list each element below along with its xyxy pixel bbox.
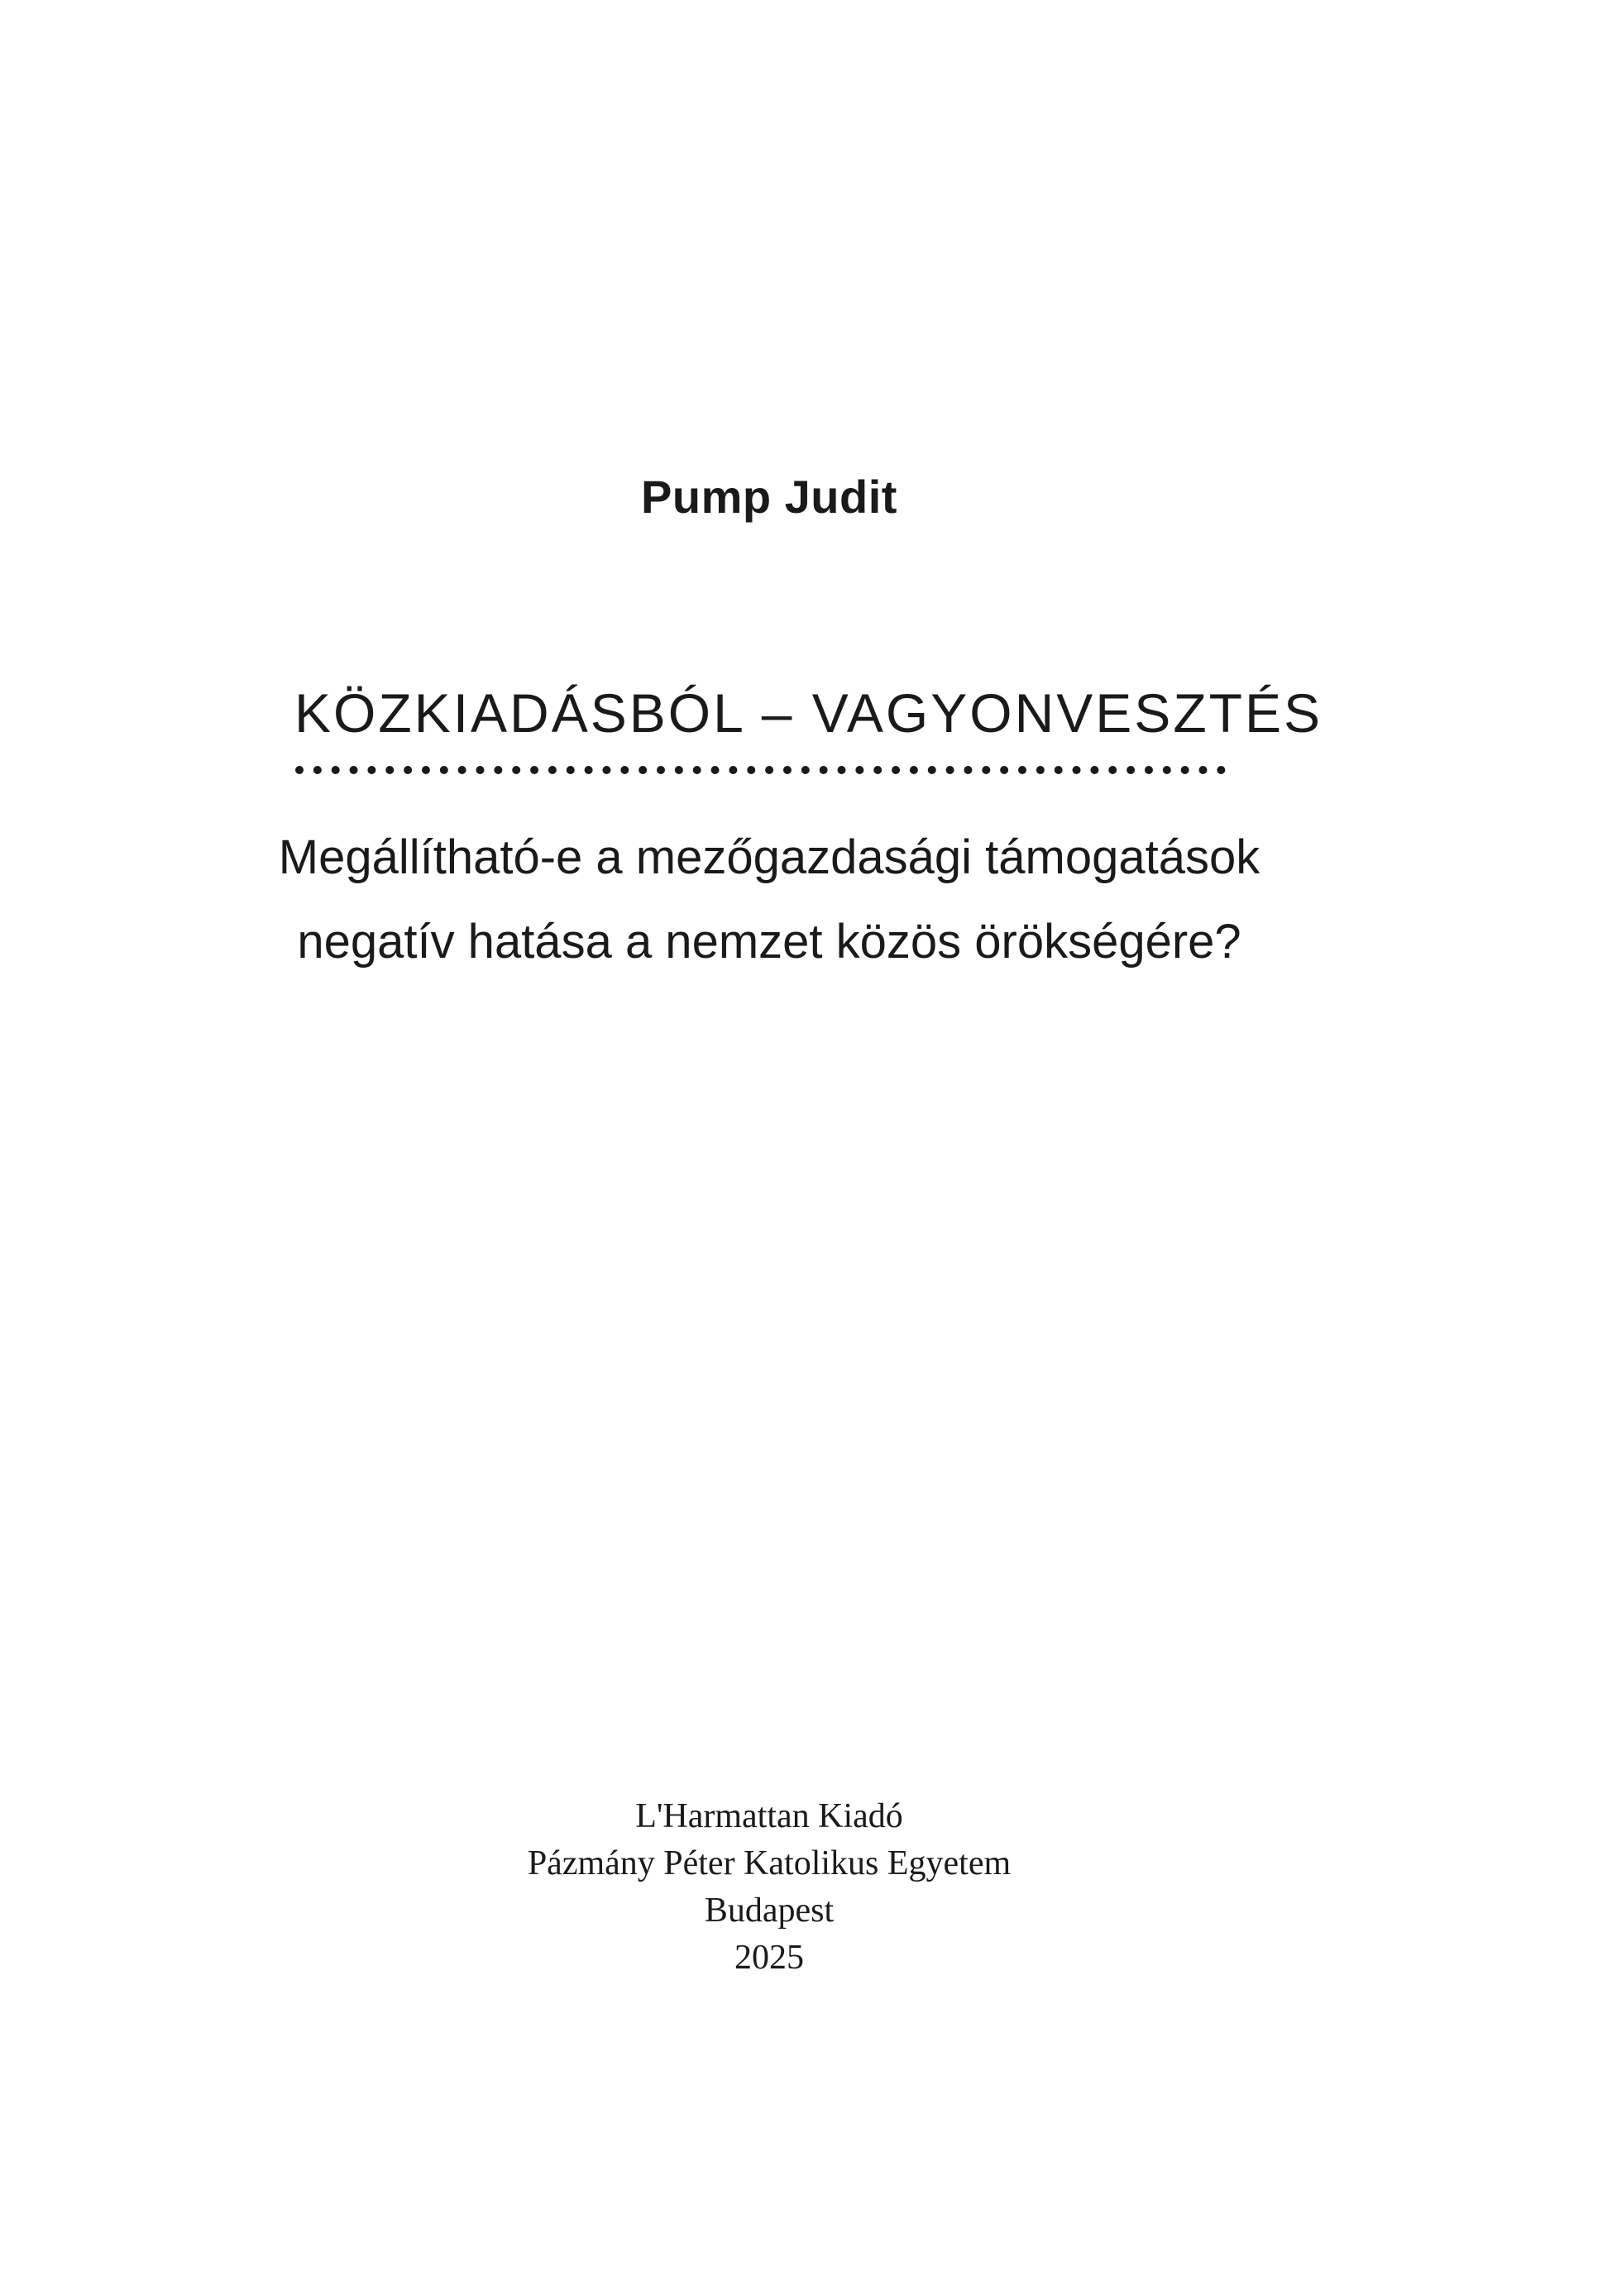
publisher-name: L'Harmattan Kiadó [635, 1797, 903, 1835]
imprint [0, 1793, 1538, 1982]
publication-year: 2025 [734, 1939, 804, 1977]
dotted-divider [294, 763, 1244, 777]
subtitle-line-1: Megállítható-e a mezőgazdasági támogatások [278, 830, 1260, 884]
book-title: KÖZKIADÁSBÓL – VAGYONVESZTÉS [294, 682, 1323, 744]
book-subtitle [0, 816, 1538, 984]
publication-city: Budapest [704, 1892, 835, 1930]
institution-name: Pázmány Péter Katolikus Egyetem [527, 1844, 1012, 1882]
author-name: Pump Judit [641, 471, 897, 523]
title-block [294, 678, 1323, 777]
subtitle-line-2: negatív hatása a nemzet közös örökségére? [297, 915, 1241, 969]
